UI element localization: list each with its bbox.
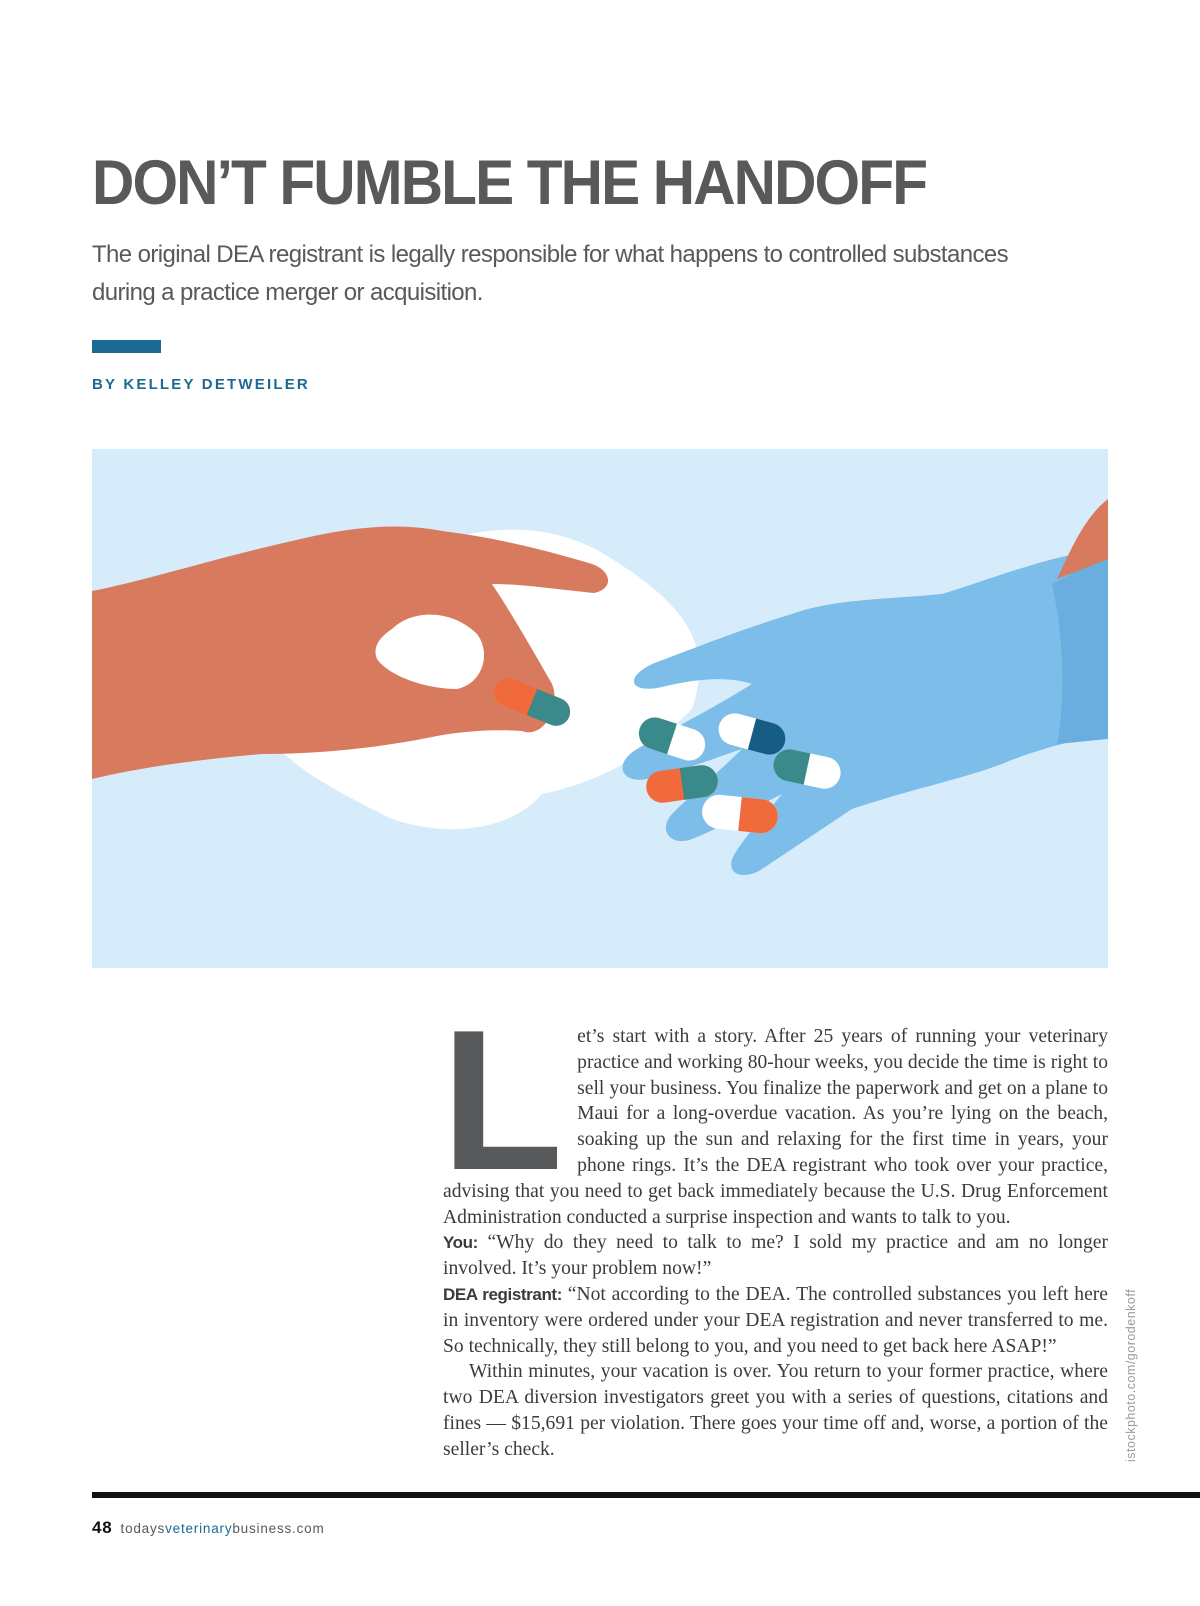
accent-rule xyxy=(92,340,161,353)
dialog-line xyxy=(443,1282,1108,1359)
footer-rule xyxy=(92,1492,1200,1498)
dialog-speaker: DEA registrant: xyxy=(443,1284,562,1304)
article-subtitle: The original DEA registrant is legally responsible for what happens to controlled substances during a practice merger or acquisition. xyxy=(92,241,1009,306)
dialog-text: “Why do they need to talk to me? I sold my practice and am no longer involved. It’s your problem now!” xyxy=(443,1232,1108,1280)
article-title: DON’T FUMBLE THE HANDOFF xyxy=(92,148,927,218)
intro-paragraph-text: et’s start with a story. After 25 years of running your veterinary practice and working 80-hour weeks, you decide the time is right to sell your business. You finalize the paperwork and get on a plane to Maui for a long-overdue vacation. As you’re lying on the beach, soaking up the sun and relaxing for the first time in years, your phone rings. It’s the DEA registrant who took over your practice, advising that you need to get back immediately because the U.S. Drug Enforcement Administration conducted a surprise inspection and wants to talk to you. xyxy=(443,1026,1108,1228)
dialog-text: “Not according to the DEA. The controlled substances you left here in inventory were ordered under your DEA registration and never transferred to me. So technically, they still belong to you, and you need to get back here ASAP!” xyxy=(443,1283,1109,1357)
hero-illustration xyxy=(92,449,1108,968)
dialog-line xyxy=(443,1230,1108,1282)
dialog-speaker: You: xyxy=(443,1233,478,1253)
drop-cap: L xyxy=(441,989,564,1212)
intro-paragraph xyxy=(441,989,1108,1230)
page-number: 48 xyxy=(92,1518,113,1537)
photo-credit: istockphoto.com/gorodenkoff xyxy=(1124,1288,1138,1462)
site-url-prefix: todays xyxy=(120,1521,166,1536)
page-footer xyxy=(92,1518,325,1538)
body-paragraph: Within minutes, your vacation is over. You return to your former practice, where two DEA diversion investigators greet you with a series of questions, citations and fines — $15,691 per violation. There goes your time off and, worse, a portion of the seller’s check. xyxy=(443,1361,1108,1460)
site-url-suffix: business.com xyxy=(232,1521,325,1536)
article-body xyxy=(441,989,1109,1463)
site-url-middle: veterinary xyxy=(165,1521,233,1536)
byline: BY KELLEY DETWEILER xyxy=(92,376,310,393)
